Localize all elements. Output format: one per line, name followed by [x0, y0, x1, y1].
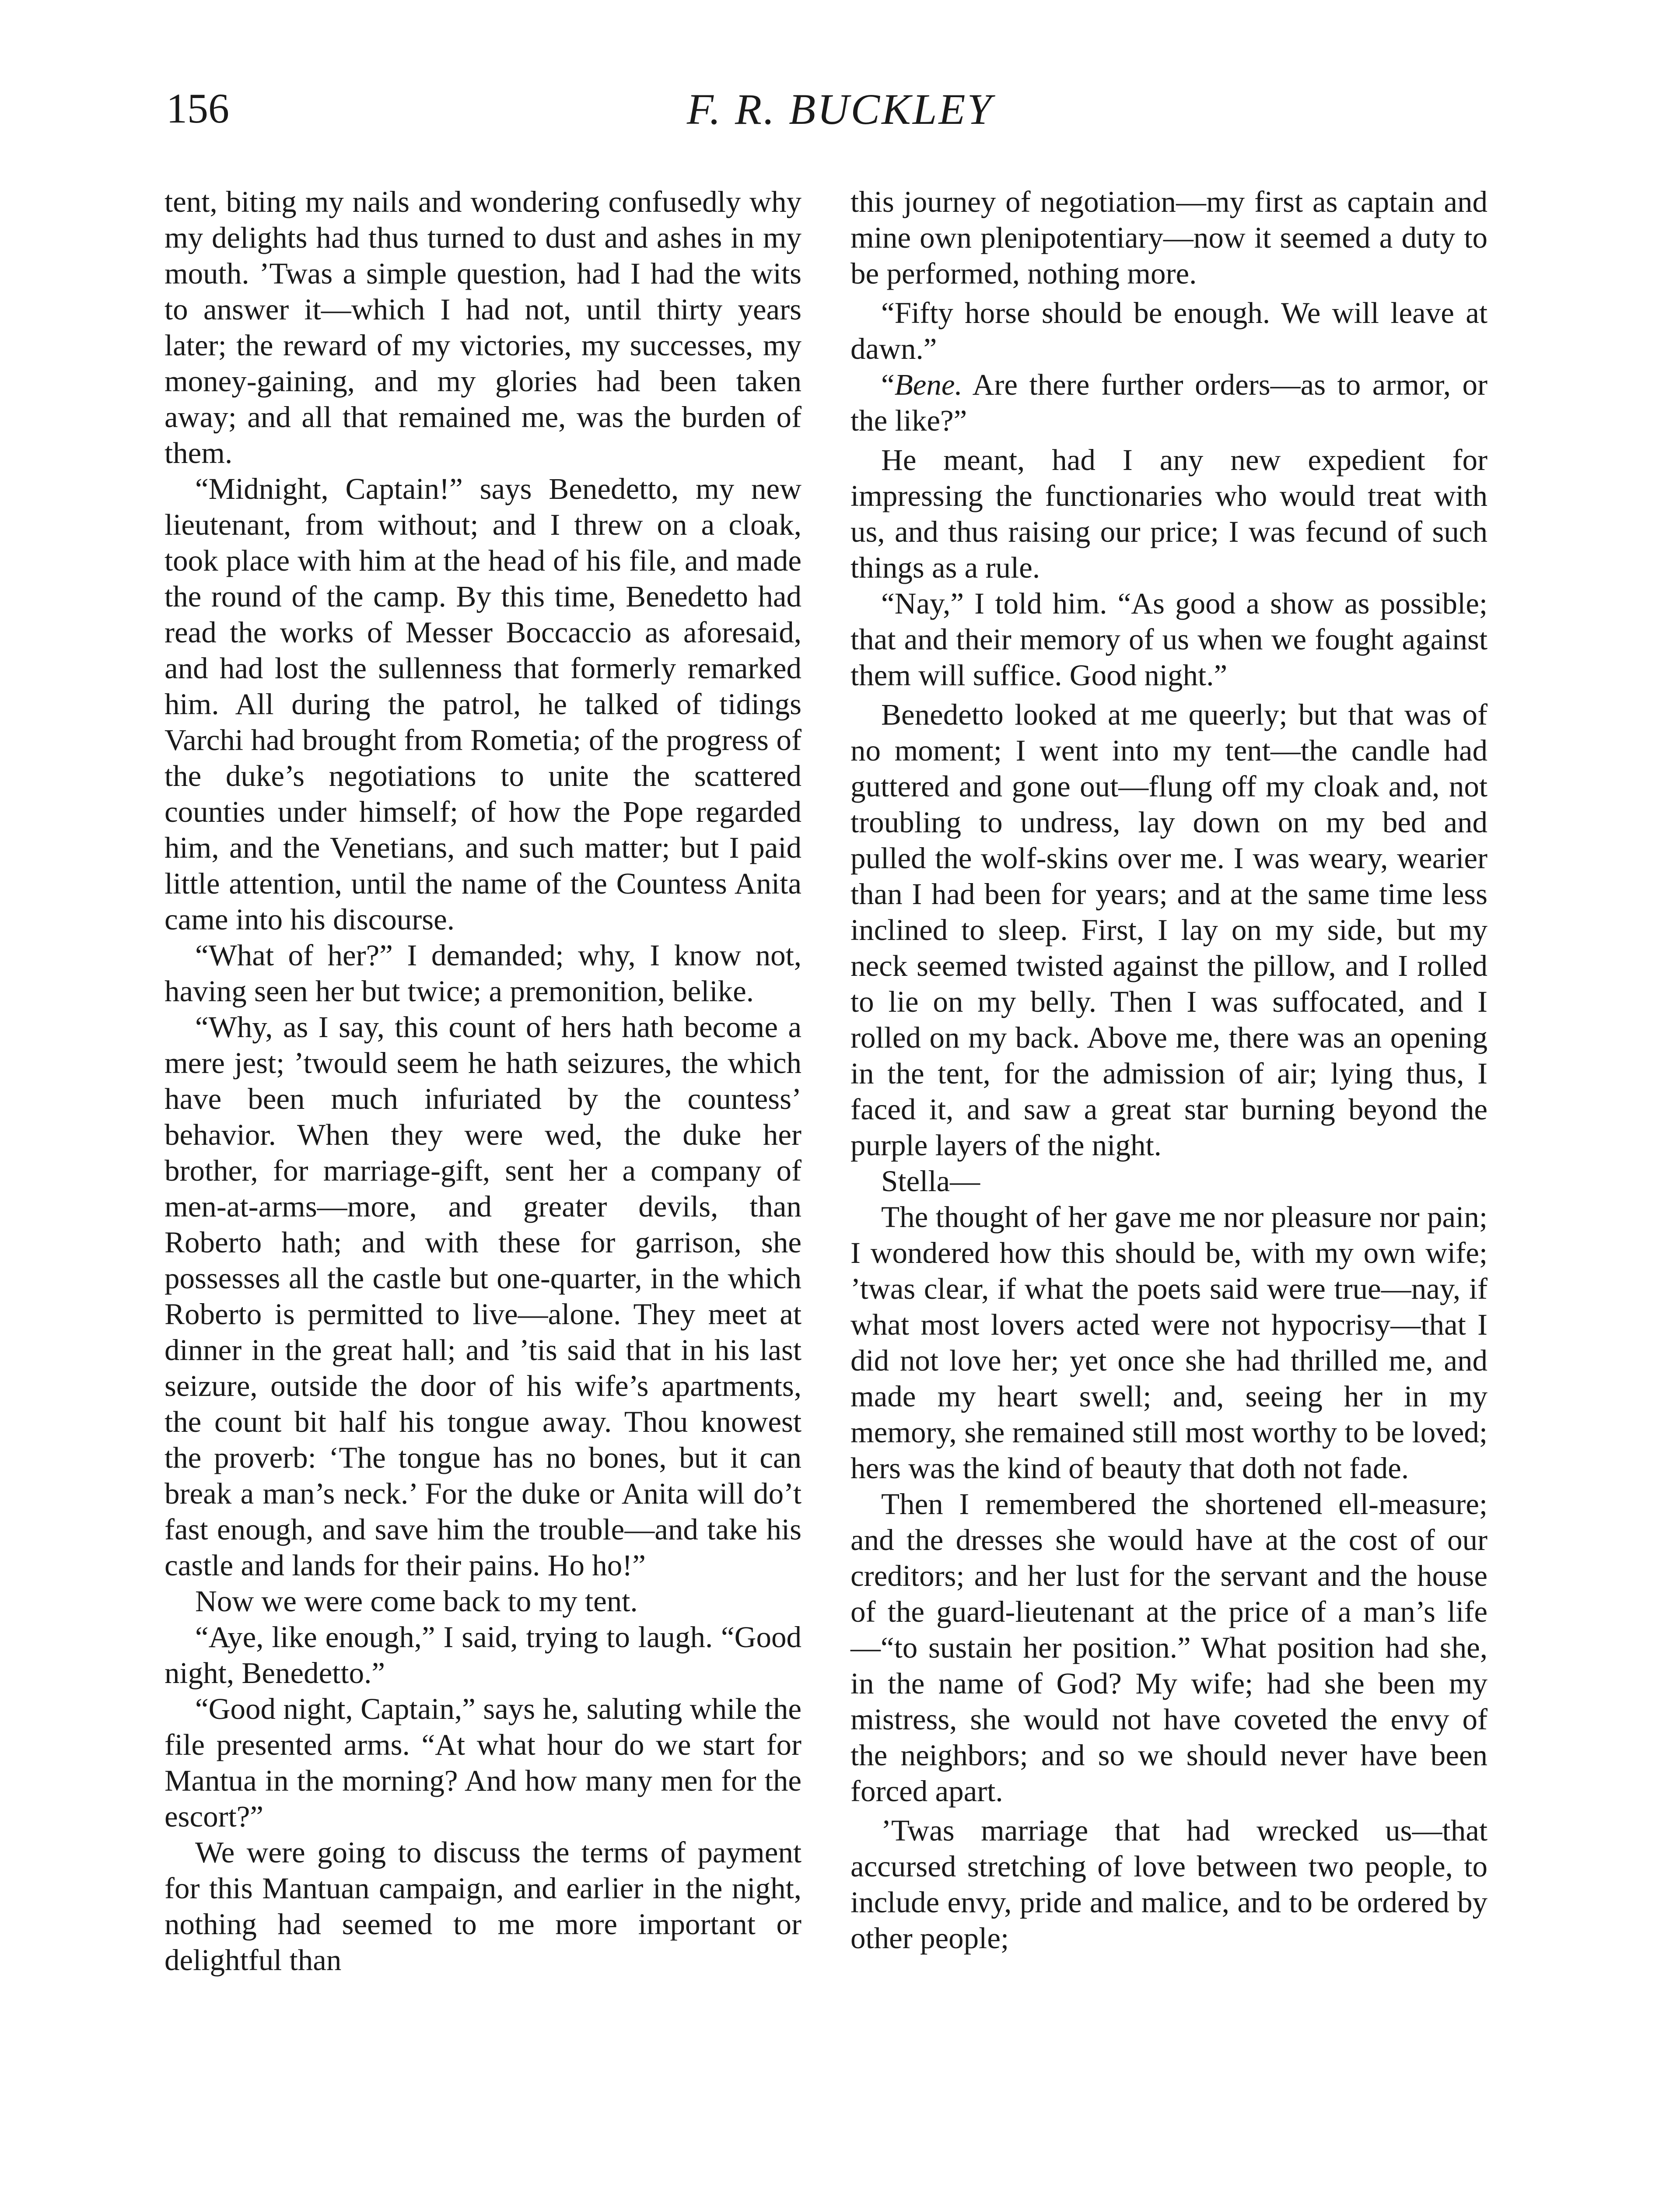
paragraph: “Aye, like enough,” I said, trying to laugh. “Good night, Benedetto.” [164, 1620, 802, 1690]
paragraph: “Why, as I say, this count of hers hath become a mere jest; ’twould seem he hath seizures, the which have been much infuriated by the countess’ behavior. When they were wed, the duke her brother, for marriage-gift, sent her a company of men-at-arms—more, and greater devils, than Roberto hath; and with these for garrison, she possesses all the castle but one-quarter, in the which Roberto is permitted to live—alone. They meet at dinner in the great hall; and ’tis said that in his last seizure, outside the door of his wife’s apartments, the count bit half his tongue away. Thou knowest the proverb: ‘The tongue has no bones, but it can break a man’s neck.’ For the duke or Anita will do’t fast enough, and save him the trouble—and take his castle and lands for their pains. Ho ho!” [164, 1010, 802, 1582]
paragraph: Now we were come back to my tent. [195, 1585, 638, 1618]
page-number: 156 [166, 85, 229, 132]
paragraph: ’Twas marriage that had wrecked us—that accursed stretching of love between two people, to include envy, pride and malice, and to be ordered by other people; [850, 1814, 1488, 1955]
paragraph: Then I remembered the shortened ell-measure; and the dresses she would have at the cost of our creditors; and her lust for the servant and the house of the guard-lieutenant at the price of a man’s life—“to sustain her position.” What position had she, in the name of God? My wife; had she been my mistress, she would not have coveted the envy of the neighbors; and so we should never have been forced apart. [850, 1487, 1488, 1808]
paragraph: We were going to discuss the terms of payment for this Mantuan campaign, and earlier in the night, nothing had seemed to me more important or delightful than [164, 1836, 802, 1977]
paragraph: Stella— [881, 1164, 980, 1198]
italic-word: Bene. [894, 368, 962, 401]
paragraph: “Nay,” I told him. “As good a show as possible; that and their memory of us when we fought against them will suffice. Good night.” [850, 587, 1488, 692]
paragraph: “Fifty horse should be enough. We will leave at dawn.” [850, 296, 1488, 365]
left-column [164, 184, 802, 1978]
paragraph: Benedetto looked at me queerly; but that was of no moment; I went into my tent—the candle had guttered and gone out—flung off my cloak and, not troubling to undress, lay down on my bed and pulled the wolf-skins over me. I was weary, wearier than I had been for years; and at the same time less inclined to sleep. First, I lay on my side, but my neck seemed twisted against the pillow, and I rolled to lie on my belly. Then I was suffocated, and I rolled on my back. Above me, there was an opening in the tent, for the admission of air; lying thus, I faced it, and saw a great star burning beyond the purple layers of the night. [850, 698, 1488, 1162]
paragraph: “Bene. Are there further orders—as to armor, or the like?” [850, 368, 1488, 437]
paragraph: this journey of negotiation—my first as captain and mine own plenipotentiary—now it seemed a duty to be performed, nothing more. [850, 185, 1488, 290]
right-column [850, 184, 1488, 1956]
running-head-author: F. R. BUCKLEY [686, 85, 994, 133]
paragraph: “Midnight, Captain!” says Benedetto, my new lieutenant, from without; and I threw on a cloak, took place with him at the head of his file, and made the round of the camp. By this time, Benedetto had read the works of Messer Boccaccio as aforesaid, and had lost the sullenness that formerly remarked him. All during the patrol, he talked of tidings Varchi had brought from Rometia; of the progress of the duke’s negotiations to unite the scattered counties under himself; of how the Pope regarded him, and the Venetians, and such matter; but I paid little attention, until the name of the Countess Anita came into his discourse. [164, 472, 802, 936]
paragraph: “Good night, Captain,” says he, saluting while the file presented arms. “At what hour do we start for Mantua in the morning? And how many men for the escort?” [164, 1692, 802, 1833]
paragraph-text: Are there further orders—as to armor, or the like?” [850, 368, 1488, 437]
paragraph: tent, biting my nails and wondering confusedly why my delights had thus turned to dust and ashes in my mouth. ’Twas a simple question, had I had the wits to answer it—which I had not, until thirty years later; the reward of my victories, my successes, my money-gaining, and my glories had been taken away; and all that remained me, was the burden of them. [164, 185, 802, 470]
paragraph: He meant, had I any new expedient for impressing the functionaries who would treat with us, and thus raising our price; I was fecund of such things as a rule. [850, 443, 1488, 584]
paragraph: The thought of her gave me nor pleasure nor pain; I wondered how this should be, with my own wife; ’twas clear, if what the poets said were true—nay, if what most lovers acted were not hypocrisy—that I did not love her; yet once she had thrilled me, and made my heart swell; and, seeing her in my memory, she remained still most worthy to be loved; hers was the kind of beauty that doth not fade. [850, 1200, 1488, 1485]
paragraph: “What of her?” I demanded; why, I know not, having seen her but twice; a premonition, belike. [164, 939, 802, 1008]
